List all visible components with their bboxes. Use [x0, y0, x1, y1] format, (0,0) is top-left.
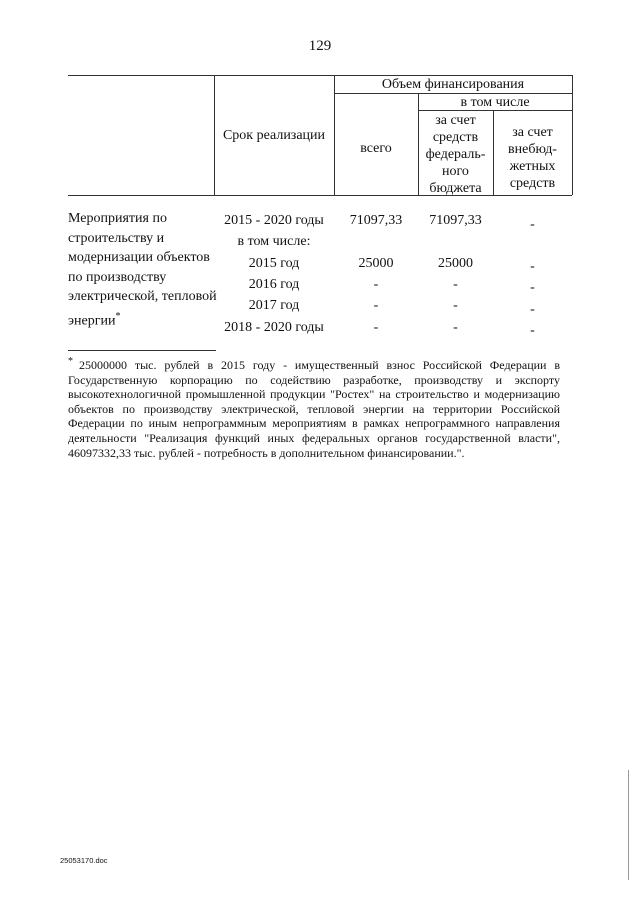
table-row-total: - — [373, 320, 379, 335]
header-funding-volume: Объем финансирования — [381, 77, 525, 92]
footnote — [68, 355, 560, 460]
table-row-federal: - — [453, 277, 458, 292]
table-row-total: 25000 — [358, 256, 394, 271]
table-row-extra: - — [530, 259, 535, 274]
header-including: в том числе — [460, 95, 530, 110]
table-row-extra: - — [530, 280, 535, 295]
table-row-extra: - — [530, 302, 535, 317]
header-col-divider-5 — [572, 75, 573, 195]
table-row-federal: 71097,33 — [429, 213, 482, 228]
table-row-period: 2015 год — [248, 256, 300, 271]
table-row-period: 2015 - 2020 годы — [224, 213, 324, 228]
footnote-text: 25000000 тыс. рублей в 2015 году - имущественный взнос Российской Федерации в Государственную корпорацию по содействию разработке, производству и экспорту высокотехнологичной промышленной продукции "Ростех" на строительство и модернизацию объектов по производству электрической, тепловой энергии на территории Российской Федерации по иным непрограммным мероприятиям в рамках непрограммного направления деятельности "Реализация функций иных федеральных органов государственной власти", 46097332,33 тыс. рублей - потребность в дополнительном финансировании.". — [68, 358, 560, 460]
header-period: Срок реализации — [222, 128, 326, 143]
table-row-period: 2016 год — [248, 277, 300, 292]
header-col-divider-2 — [334, 75, 335, 195]
table-row-total: - — [373, 277, 379, 292]
table-row-period: 2018 - 2020 годы — [224, 320, 324, 335]
event-name: Мероприятия по строительству и модернизации объектов по производству электрической, тепловой энергии* — [68, 211, 217, 329]
header-federal-budget: за счет средств федераль- ного бюджета — [425, 113, 486, 196]
table-row-period: 2017 год — [248, 298, 300, 313]
document-reference: 25053170.doc — [60, 856, 108, 865]
table-row-period: в том числе: — [237, 234, 311, 249]
footnote-separator — [68, 350, 216, 351]
table-row-extra: - — [530, 217, 535, 232]
header-bottom-line — [68, 195, 572, 196]
table-row-total: - — [373, 298, 379, 313]
page-number: 129 — [308, 38, 332, 54]
footnote-mark: * — [68, 356, 73, 367]
table-row-extra: - — [530, 323, 535, 338]
footnote-reference: * — [115, 310, 121, 322]
table-row-federal: 25000 — [438, 256, 473, 271]
table-row-total: 71097,33 — [349, 213, 403, 228]
table-row-federal: - — [453, 320, 458, 335]
scan-edge-line — [628, 770, 629, 880]
header-total: всего — [360, 141, 392, 156]
header-extra-budget: за счет внебюд- жетных средств — [508, 125, 557, 191]
table-row-federal: - — [453, 298, 458, 313]
